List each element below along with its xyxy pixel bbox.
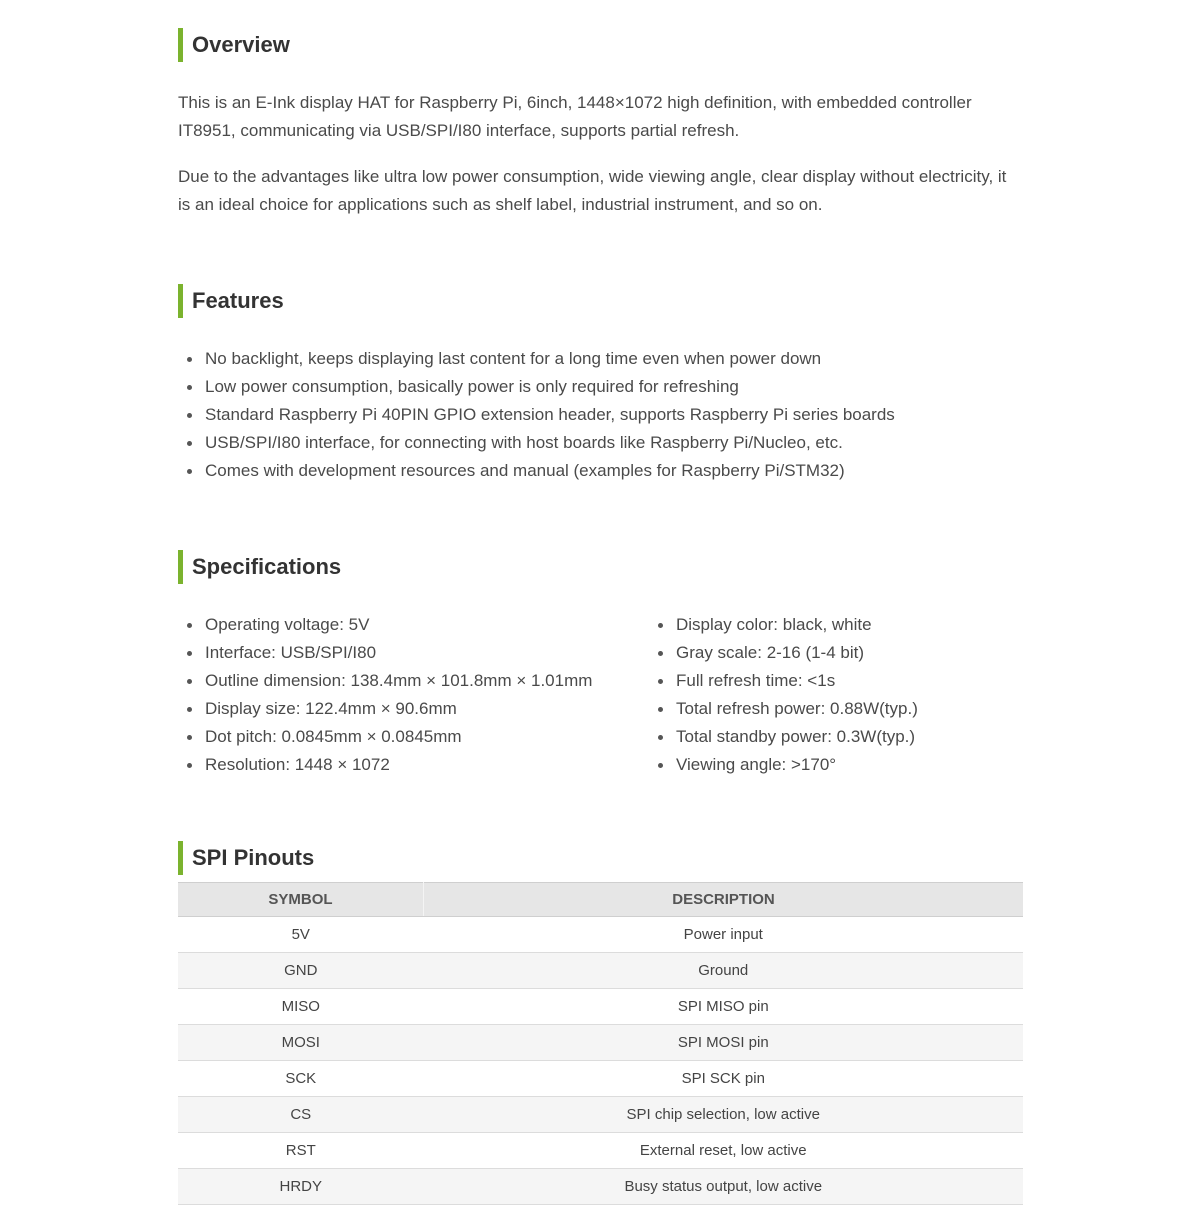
- list-item: [649, 723, 918, 751]
- spec-text: Outline dimension: 138.4mm × 101.8mm × 1.01mm: [205, 671, 593, 690]
- bullet-icon: [187, 651, 192, 656]
- bullet-icon: [658, 679, 663, 684]
- features-heading: Features: [178, 284, 284, 318]
- overview-paragraph-2: Due to the advantages like ultra low power consumption, wide viewing angle, clear display without electricity, it is an ideal choice for applications such as shelf label, industrial instrument, and so on.: [178, 167, 1007, 214]
- list-item: [178, 751, 592, 779]
- overview-paragraph-1: This is an E-Ink display HAT for Raspberry Pi, 6inch, 1448×1072 high definition, with embedded controller IT8951, communicating via USB/SPI/I80 interface, supports partial refresh.: [178, 93, 972, 140]
- bullet-icon: [187, 623, 192, 628]
- bullet-icon: [187, 357, 192, 362]
- table-row: [178, 1097, 1023, 1133]
- list-item: [649, 751, 918, 779]
- column-header-description: DESCRIPTION: [424, 883, 1024, 917]
- table-row: [178, 1025, 1023, 1061]
- list-item: [178, 345, 895, 373]
- pin-symbol: HRDY: [178, 1169, 424, 1205]
- feature-text: Standard Raspberry Pi 40PIN GPIO extension header, supports Raspberry Pi series boards: [205, 405, 895, 424]
- spec-text: Display size: 122.4mm × 90.6mm: [205, 699, 457, 718]
- pin-description: SPI MOSI pin: [424, 1025, 1024, 1061]
- pin-description: Ground: [424, 953, 1024, 989]
- pin-symbol: GND: [178, 953, 424, 989]
- spec-text: Dot pitch: 0.0845mm × 0.0845mm: [205, 727, 462, 746]
- list-item: [649, 639, 918, 667]
- bullet-icon: [658, 651, 663, 656]
- bullet-icon: [187, 763, 192, 768]
- pin-symbol: MISO: [178, 989, 424, 1025]
- feature-text: No backlight, keeps displaying last content for a long time even when power down: [205, 349, 822, 368]
- pin-symbol: CS: [178, 1097, 424, 1133]
- bullet-icon: [187, 469, 192, 474]
- feature-text: Low power consumption, basically power is only required for refreshing: [205, 377, 739, 396]
- bullet-icon: [187, 735, 192, 740]
- list-item: [649, 667, 918, 695]
- features-list: [178, 345, 895, 485]
- spi-pinouts-heading: SPI Pinouts: [178, 841, 314, 875]
- pin-symbol: MOSI: [178, 1025, 424, 1061]
- pin-symbol: RST: [178, 1133, 424, 1169]
- specifications-list-right: [649, 611, 918, 779]
- bullet-icon: [187, 413, 192, 418]
- list-item: [178, 695, 592, 723]
- table-row: [178, 1169, 1023, 1205]
- list-item: [178, 401, 895, 429]
- specifications-list-left: [178, 611, 592, 779]
- pin-symbol: 5V: [178, 917, 424, 953]
- spec-text: Resolution: 1448 × 1072: [205, 755, 390, 774]
- pin-description: Busy status output, low active: [424, 1169, 1024, 1205]
- spec-text: Viewing angle: >170°: [676, 755, 837, 774]
- feature-text: USB/SPI/I80 interface, for connecting with host boards like Raspberry Pi/Nucleo, etc.: [205, 433, 843, 452]
- pin-description: External reset, low active: [424, 1133, 1024, 1169]
- pin-description: SPI MISO pin: [424, 989, 1024, 1025]
- spi-pinouts-table: [178, 882, 1023, 1205]
- list-item: [178, 373, 895, 401]
- spec-text: Gray scale: 2-16 (1-4 bit): [676, 643, 865, 662]
- table-row: [178, 989, 1023, 1025]
- list-item: [178, 667, 592, 695]
- spec-text: Total refresh power: 0.88W(typ.): [676, 699, 918, 718]
- pin-description: SPI chip selection, low active: [424, 1097, 1024, 1133]
- spec-text: Display color: black, white: [676, 615, 872, 634]
- bullet-icon: [658, 763, 663, 768]
- bullet-icon: [187, 385, 192, 390]
- bullet-icon: [187, 707, 192, 712]
- list-item: [649, 695, 918, 723]
- table-row: [178, 1061, 1023, 1097]
- table-row: [178, 917, 1023, 953]
- spec-text: Interface: USB/SPI/I80: [205, 643, 377, 662]
- column-header-symbol: SYMBOL: [178, 883, 424, 917]
- bullet-icon: [187, 441, 192, 446]
- table-row: [178, 1133, 1023, 1169]
- bullet-icon: [187, 679, 192, 684]
- table-row: [178, 953, 1023, 989]
- bullet-icon: [658, 707, 663, 712]
- pin-symbol: SCK: [178, 1061, 424, 1097]
- overview-heading: Overview: [178, 28, 290, 62]
- specifications-heading: Specifications: [178, 550, 341, 584]
- spec-text: Full refresh time: <1s: [676, 671, 836, 690]
- list-item: [178, 457, 895, 485]
- table-header-row: [178, 883, 1023, 917]
- bullet-icon: [658, 735, 663, 740]
- spec-text: Total standby power: 0.3W(typ.): [676, 727, 916, 746]
- feature-text: Comes with development resources and manual (examples for Raspberry Pi/STM32): [205, 461, 845, 480]
- list-item: [178, 723, 592, 751]
- pin-description: SPI SCK pin: [424, 1061, 1024, 1097]
- pin-description: Power input: [424, 917, 1024, 953]
- bullet-icon: [658, 623, 663, 628]
- spec-text: Operating voltage: 5V: [205, 615, 370, 634]
- list-item: [178, 639, 592, 667]
- list-item: [649, 611, 918, 639]
- list-item: [178, 611, 592, 639]
- list-item: [178, 429, 895, 457]
